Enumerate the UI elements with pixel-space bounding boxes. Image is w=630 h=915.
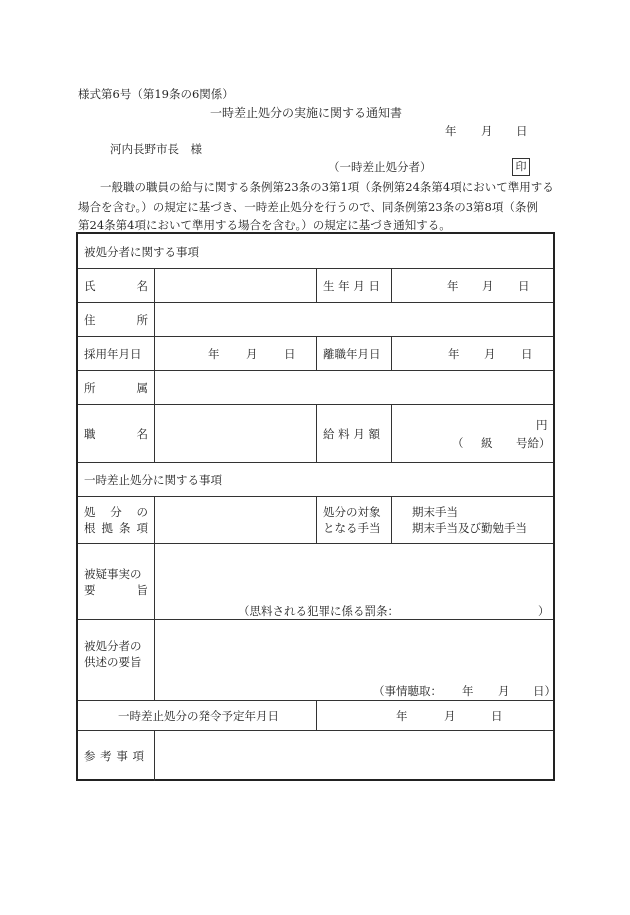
basis-label-line1: 処 分 の [84, 505, 148, 519]
birth-date-month: 月 [482, 279, 494, 293]
statement-label-line2: 供述の要旨 [84, 655, 142, 669]
target-label-line1: 処分の対象 [323, 505, 381, 519]
issue-date-day: 日 [491, 709, 503, 723]
hearing-text: （事情聴取： [373, 684, 442, 698]
header-date-month: 月 [481, 124, 493, 138]
addressee: 河内長野市長 様 [110, 142, 202, 156]
grade-label: 級 [481, 436, 493, 450]
retire-date-month: 月 [484, 347, 496, 361]
hire-date-year: 年 [208, 347, 220, 361]
remarks-label: 参 考 事 項 [84, 749, 144, 763]
retire-date-year: 年 [448, 347, 460, 361]
issue-date-label: 一時差止処分の発令予定年月日 [118, 709, 279, 723]
position-label: 職 名 [84, 427, 148, 441]
birth-date-label: 生 年 月 日 [323, 279, 380, 293]
hire-date-label: 採用年月日 [84, 347, 142, 361]
hearing-day: 日） [533, 684, 556, 698]
hearing-year: 年 [462, 684, 474, 698]
body-line-1: 一般職の職員の給与に関する条例第23条の3第1項（条例第24条第4項において準用する [100, 180, 554, 194]
body-line-2: 場合を含む。）の規定に基づき、一時差止処分を行うので、同条例第23条の3第8項（条例 [78, 200, 538, 214]
header-date-year: 年 [445, 124, 457, 138]
form-number: 様式第6号（第19条の6関係） [78, 87, 234, 101]
statement-label-line1: 被処分者の [84, 639, 142, 653]
retire-date-label: 離職年月日 [323, 347, 381, 361]
step-label: 号給） [516, 436, 551, 450]
retire-date-day: 日 [521, 347, 533, 361]
section-heading-subject: 被処分者に関する事項 [84, 245, 199, 259]
address-label: 住 所 [84, 313, 148, 327]
birth-date-year: 年 [447, 279, 459, 293]
grade-open-paren: （ [452, 436, 464, 450]
penalty-clause-close: ） [538, 604, 550, 618]
sender-label: （一時差止処分者） [328, 160, 432, 174]
body-line-3: 第24条第4項において準用する場合を含む。）の規定に基づき通知する。 [78, 218, 451, 232]
department-label: 所 属 [84, 381, 148, 395]
seal-mark: 印 [512, 158, 530, 176]
penalty-clause-text: （思料される犯罪に係る罰条： [238, 604, 399, 618]
name-label: 氏 名 [84, 279, 148, 293]
issue-date-month: 月 [444, 709, 456, 723]
suspect-label-line2: 要 旨 [84, 583, 148, 597]
form-table [76, 232, 555, 781]
target-option-term-end: 期末手当 [412, 505, 458, 519]
target-label-line2: となる手当 [323, 521, 381, 535]
hire-date-month: 月 [246, 347, 258, 361]
basis-label-line2: 根 拠 条 項 [84, 521, 148, 535]
salary-label: 給 料 月 額 [323, 427, 380, 441]
header-date-day: 日 [516, 124, 528, 138]
hearing-month: 月 [498, 684, 510, 698]
salary-yen: 円 [536, 418, 548, 432]
hire-date-day: 日 [284, 347, 296, 361]
section-heading-disposition: 一時差止処分に関する事項 [84, 473, 222, 487]
issue-date-year: 年 [396, 709, 408, 723]
target-option-term-end-diligence: 期末手当及び勤勉手当 [412, 521, 527, 535]
suspect-label-line1: 被疑事実の [84, 567, 142, 581]
birth-date-day: 日 [518, 279, 530, 293]
document-title: 一時差止処分の実施に関する通知書 [210, 106, 403, 120]
